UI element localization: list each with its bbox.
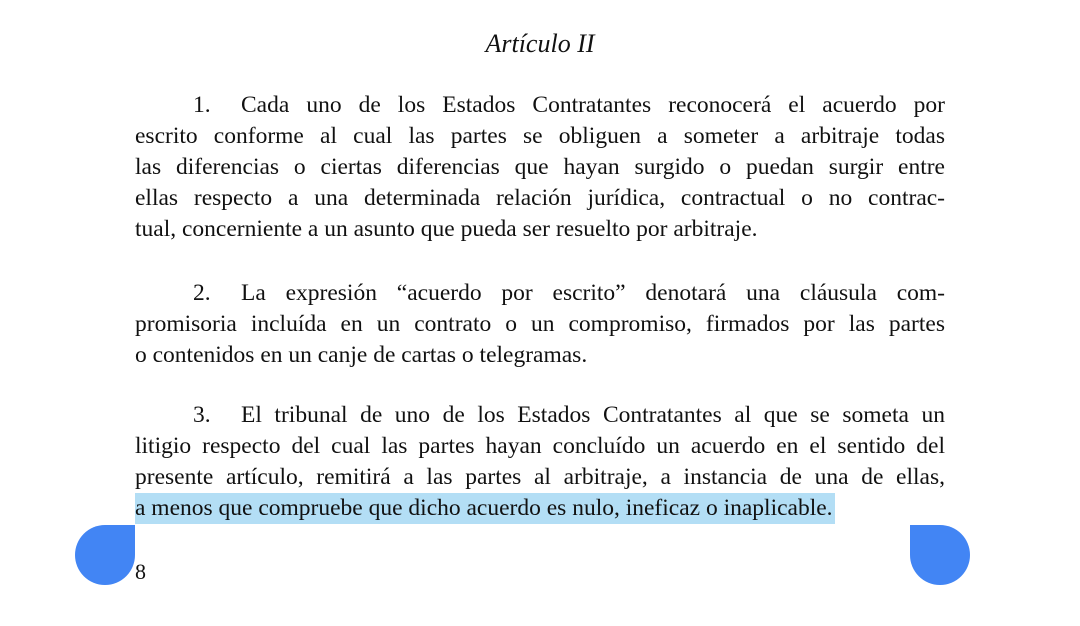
paragraph-line: ellas respecto a una determinada relación jurídica, contractual o no contrac- bbox=[135, 185, 945, 211]
paragraph-number: 1. bbox=[193, 92, 211, 118]
article-title: Artículo II bbox=[485, 29, 595, 58]
selected-text[interactable]: a menos que compruebe que dicho acuerdo es nulo, ineficaz o inaplicable. bbox=[135, 493, 835, 524]
paragraph-number: 2. bbox=[193, 280, 211, 306]
paragraph-line: o contenidos en un canje de cartas o telegramas. bbox=[135, 342, 588, 368]
paragraph-line bbox=[135, 400, 945, 431]
selection-handle-end[interactable] bbox=[910, 525, 970, 585]
paragraph-1 bbox=[135, 90, 945, 245]
paragraph-2 bbox=[135, 278, 945, 371]
paragraph-3 bbox=[135, 400, 945, 524]
paragraph-line: litigio respecto del cual las partes hayan concluído un acuerdo en el sentido del bbox=[135, 433, 945, 459]
paragraph-line-text: La expresión “acuerdo por escrito” denotará una cláusula com- bbox=[241, 280, 945, 306]
paragraph-line: las diferencias o ciertas diferencias que hayan surgido o puedan surgir entre bbox=[135, 154, 945, 180]
paragraph-number: 3. bbox=[193, 402, 211, 428]
paragraph-line bbox=[135, 278, 945, 309]
paragraph-line: escrito conforme al cual las partes se obliguen a someter a arbitraje todas bbox=[135, 123, 945, 149]
paragraph-line bbox=[135, 90, 945, 121]
paragraph-line-text: Cada uno de los Estados Contratantes reconocerá el acuerdo por bbox=[241, 92, 945, 118]
selection-handle-start[interactable] bbox=[75, 525, 135, 585]
paragraph-line: tual, concerniente a un asunto que pueda ser resuelto por arbitraje. bbox=[135, 216, 758, 242]
paragraph-line: presente artículo, remitirá a las partes al arbitraje, a instancia de una de ellas, bbox=[135, 464, 945, 490]
page-number: 8 bbox=[135, 559, 146, 584]
selected-text-line[interactable] bbox=[135, 493, 945, 524]
paragraph-line-text: El tribunal de uno de los Estados Contratantes al que se someta un bbox=[241, 402, 945, 428]
paragraph-line: promisoria incluída en un contrato o un compromiso, firmados por las partes bbox=[135, 311, 945, 337]
